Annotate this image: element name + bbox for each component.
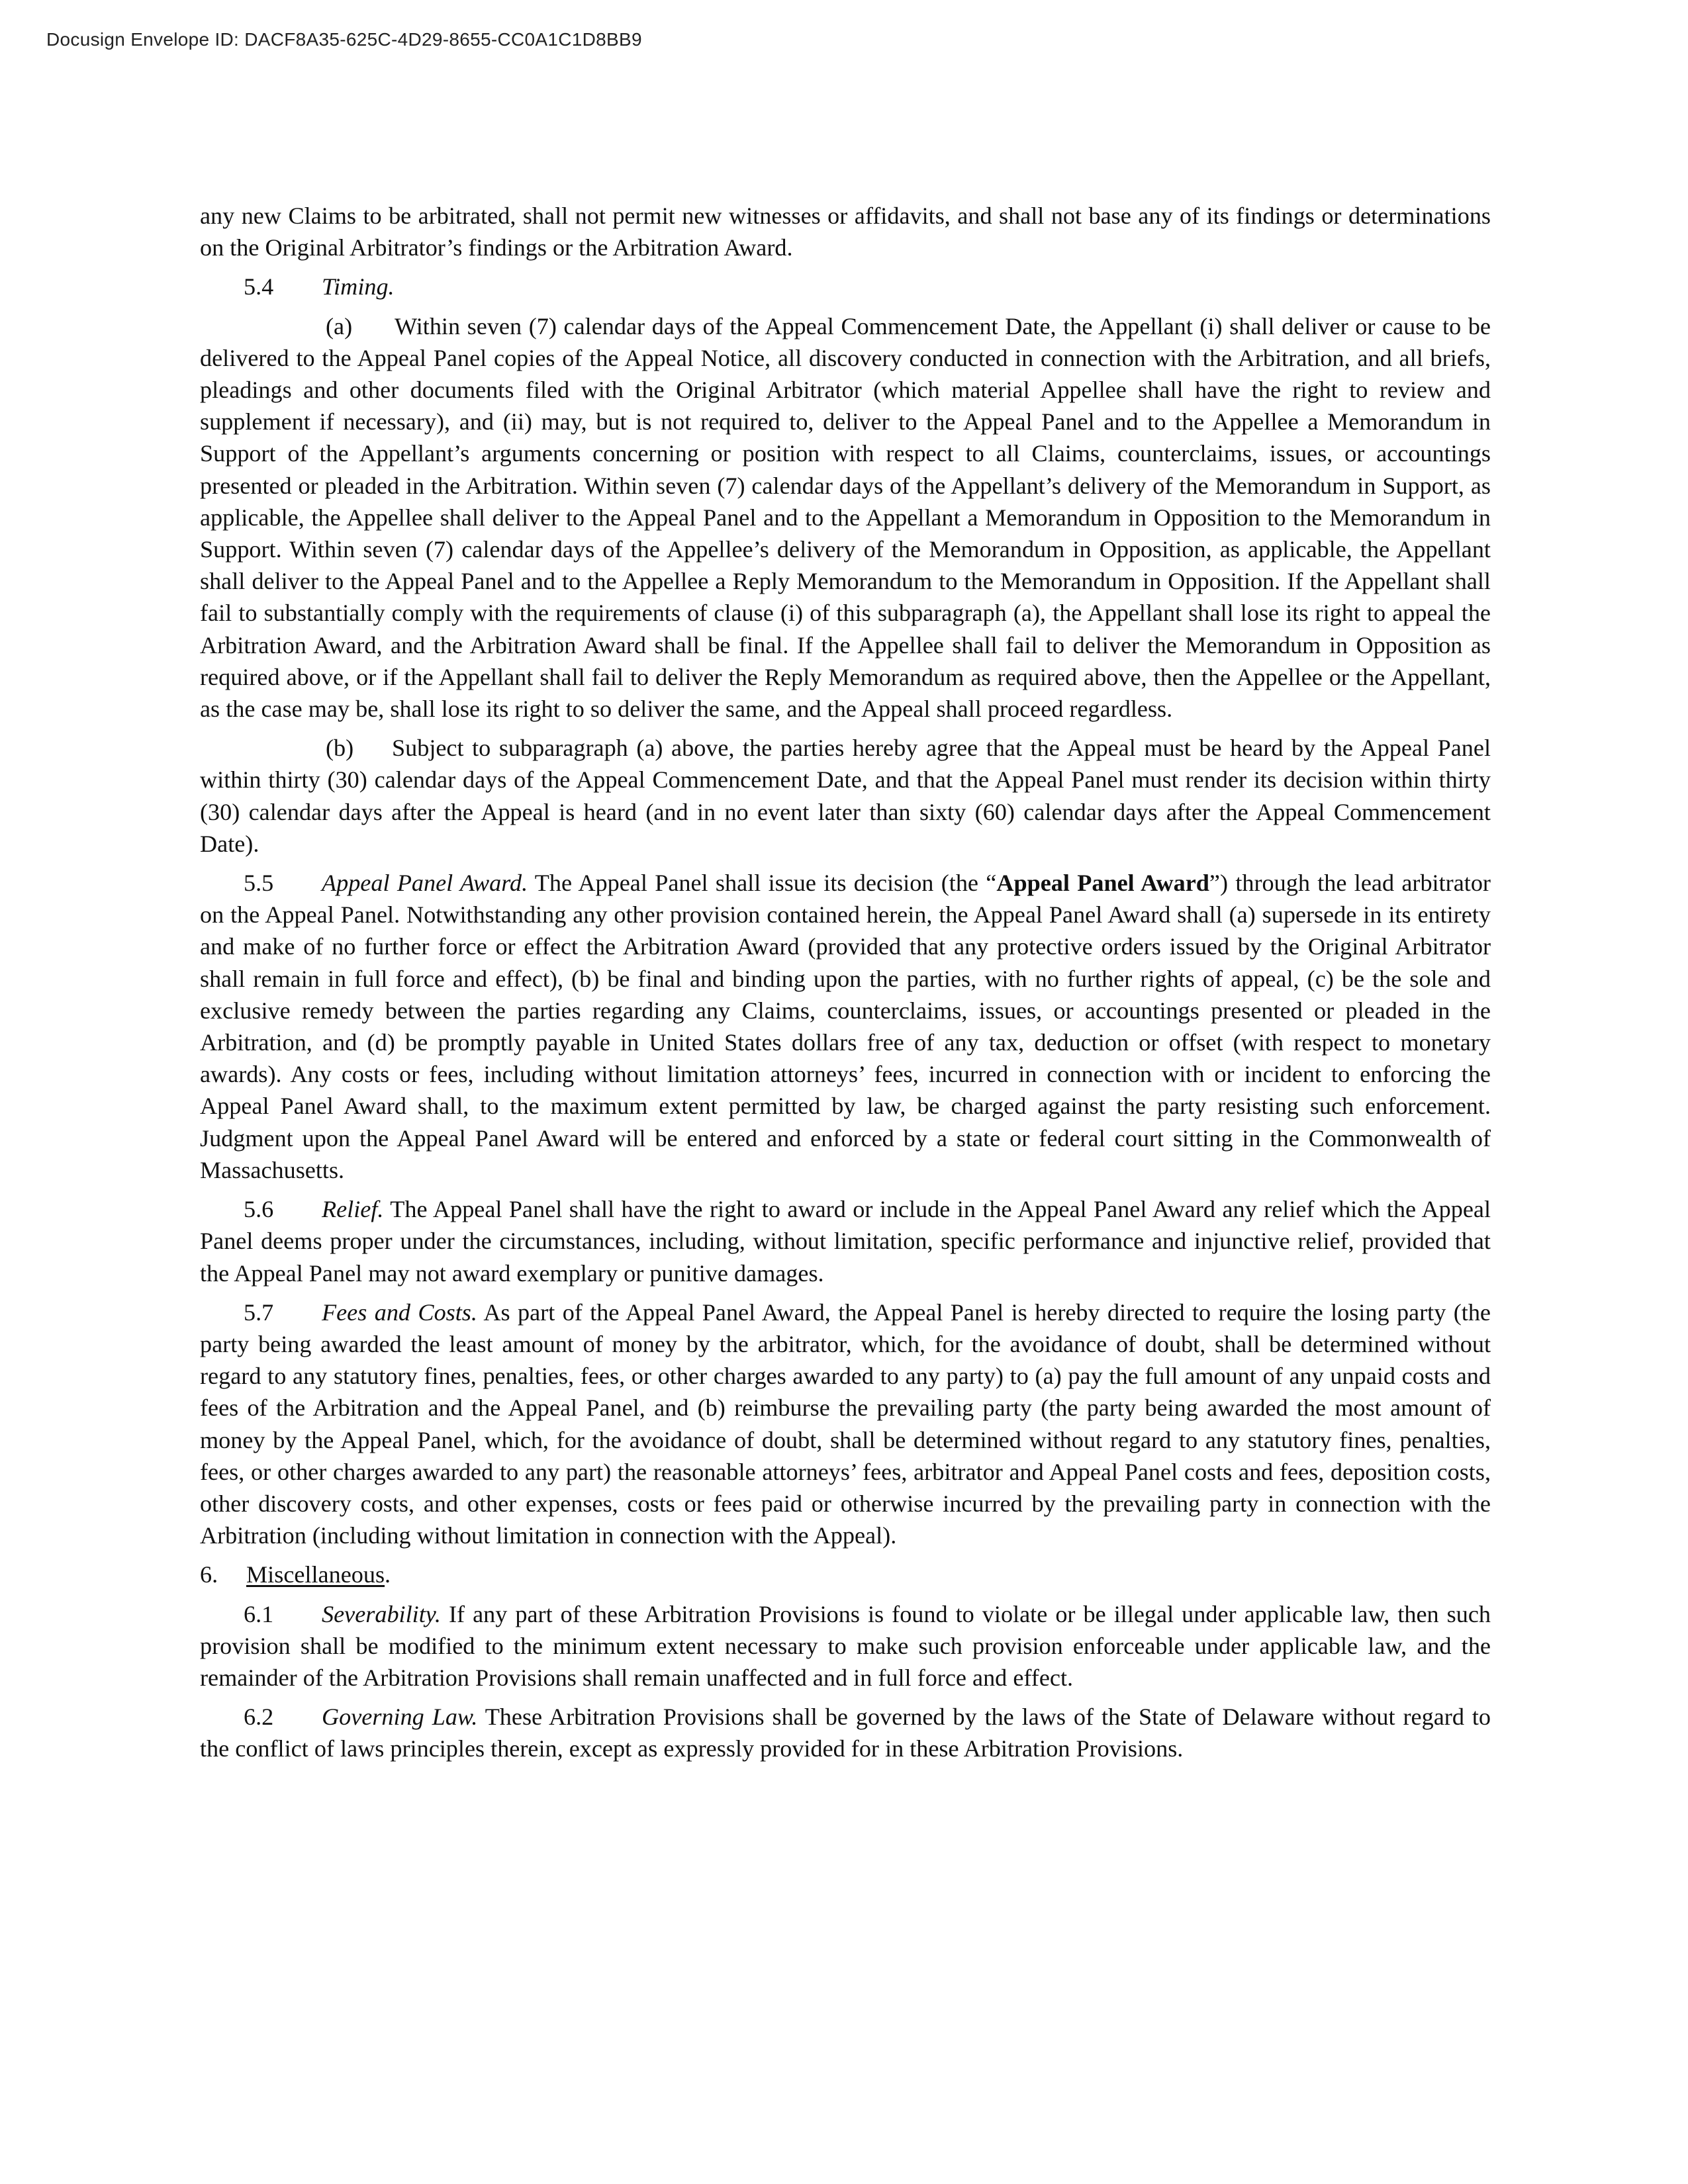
section-title: Relief. (322, 1196, 384, 1223)
section-number: 6. (200, 1561, 218, 1588)
section-text: As part of the Appeal Panel Award, the Appeal Panel is hereby directed to require the losing party (the party being awarded the least amount of money by the arbitrator, which, for the avoidance of doubt, shall be determined without regard to any statutory fines, penalties, fees, or other charges awarded to any party) to (a) pay the full amount of any unpaid costs and fees of the Arbitration and the Appeal Panel, and (b) reimburse the prevailing party (the party being awarded the most amount of money by the Appeal Panel, which, for the avoidance of doubt, shall be determined without regard to any statutory fines, penalties, fees, or other charges awarded to any part) the reasonable attorneys’ fees, arbitrator and Appeal Panel costs and fees, deposition costs, other discovery costs, and other expenses, costs or fees paid or otherwise incurred by the prevailing party in connection with the Arbitration (including without limitation in connection with the Appeal). (200, 1298, 1491, 1549)
section-5-4-b (200, 732, 1491, 860)
section-title: Governing Law. (322, 1704, 478, 1731)
section-number: 5.6 (244, 1196, 274, 1223)
section-title: Miscellaneous (246, 1561, 385, 1588)
defined-term: Appeal Panel Award (996, 870, 1209, 897)
section-6-heading (200, 1559, 1491, 1590)
section-title: Timing. (322, 273, 395, 300)
section-title: Severability. (322, 1600, 441, 1627)
continuation-paragraph: any new Claims to be arbitrated, shall not permit new witnesses or affidavits, and shall not base any of its findings or determinations on the Original Arbitrator’s findings or the Arbitration Award. (200, 203, 1491, 261)
section-5-7 (200, 1297, 1491, 1552)
envelope-id: Docusign Envelope ID: DACF8A35-625C-4D29-8655-CC0A1C1D8BB9 (46, 29, 642, 50)
section-number: 6.2 (244, 1704, 274, 1731)
subparagraph-label: (b) (326, 735, 354, 762)
section-text: The Appeal Panel shall issue its decision (the “ (534, 870, 997, 897)
section-text: If any part of these Arbitration Provisions is found to violate or be illegal under applicable law, then such provision shall be modified to the minimum extent necessary to make such provision enforceable under applicable law, and the remainder of the Arbitration Provisions shall remain unaffected and in full force and effect. (200, 1600, 1491, 1691)
section-title: Fees and Costs. (322, 1298, 477, 1326)
section-number: 5.4 (244, 273, 274, 300)
section-number: 5.5 (244, 870, 274, 897)
subparagraph-text: Subject to subparagraph (a) above, the parties hereby agree that the Appeal must be heard by the Appeal Panel within thirty (30) calendar days of the Appeal Commencement Date, and that the Appeal Panel must render its decision within thirty (30) calendar days after the Appeal is heard (and in no event later than sixty (60) calendar days after the Appeal Commencement Date). (200, 735, 1491, 857)
section-text: The Appeal Panel shall have the right to award or include in the Appeal Panel Award any relief which the Appeal Panel deems proper under the circumstances, including, without limitation, specific performance and injunctive relief, provided that the Appeal Panel may not award exemplary or punitive damages. (200, 1196, 1491, 1287)
document-body (200, 200, 1491, 1765)
heading-period: . (385, 1561, 391, 1588)
section-6-2 (200, 1701, 1491, 1764)
section-title: Appeal Panel Award. (322, 870, 528, 897)
section-number: 5.7 (244, 1298, 274, 1326)
section-number: 6.1 (244, 1600, 274, 1627)
section-6-1 (200, 1598, 1491, 1694)
subparagraph-text: Within seven (7) calendar days of the Appeal Commencement Date, the Appellant (i) shall deliver or cause to be delivered to the Appeal Panel copies of the Appeal Notice, all discovery conducted in connection with the Arbitration, and all briefs, pleadings and other documents filed with the Original Arbitrator (which material Appellee shall have the right to review and supplement if necessary), and (ii) may, but is not required to, deliver to the Appeal Panel and to the Appellee a Memorandum in Support of the Appellant’s arguments concerning or position with respect to all Claims, counterclaims, issues, or accountings presented or pleaded in the Arbitration. Within seven (7) calendar days of the Appellant’s delivery of the Memorandum in Support, as applicable, the Appellee shall deliver to the Appeal Panel and to the Appellant a Memorandum in Opposition to the Memorandum in Support. Within seven (7) calendar days of the Appellee’s delivery of the Memorandum in Opposition, as applicable, the Appellant shall deliver to the Appeal Panel and to the Appellee a Reply Memorandum to the Memorandum in Opposition. If the Appellant shall fail to substantially comply with the requirements of clause (i) of this subparagraph (a), the Appellant shall lose its right to appeal the Arbitration Award, and the Arbitration Award shall be final. If the Appellee shall fail to deliver the Memorandum in Opposition as required above, or if the Appellant shall fail to deliver the Reply Memorandum as required above, then the Appellee or the Appellant, as the case may be, shall lose its right to so deliver the same, and the Appeal shall proceed regardless. (200, 312, 1491, 723)
section-5-6 (200, 1193, 1491, 1289)
subparagraph-label: (a) (326, 312, 353, 340)
section-text: ”) through the lead arbitrator on the Appeal Panel. Notwithstanding any other provision contained herein, the Appeal Panel Award shall (a) supersede in its entirety and make of no further force or effect the Arbitration Award (provided that any protective orders issued by the Original Arbitrator shall remain in full force and effect), (b) be final and binding upon the parties, with no further rights of appeal, (c) be the sole and exclusive remedy between the parties regarding any Claims, counterclaims, issues, or accountings presented or pleaded in the Arbitration, and (d) be promptly payable in United States dollars free of any tax, deduction or offset (with respect to monetary awards). Any costs or fees, including without limitation attorneys’ fees, incurred in connection with or incident to enforcing the Appeal Panel Award shall, to the maximum extent permitted by law, be charged against the party resisting such enforcement. Judgment upon the Appeal Panel Award will be entered and enforced by a state or federal court sitting in the Commonwealth of Massachusetts. (200, 870, 1491, 1183)
section-text: These Arbitration Provisions shall be governed by the laws of the State of Delaware without regard to the conflict of laws principles therein, except as expressly provided for in these Arbitration Provisions. (200, 1704, 1491, 1762)
section-5-4-a (200, 310, 1491, 725)
section-5-4-heading (200, 271, 1491, 302)
section-5-5 (200, 867, 1491, 1186)
